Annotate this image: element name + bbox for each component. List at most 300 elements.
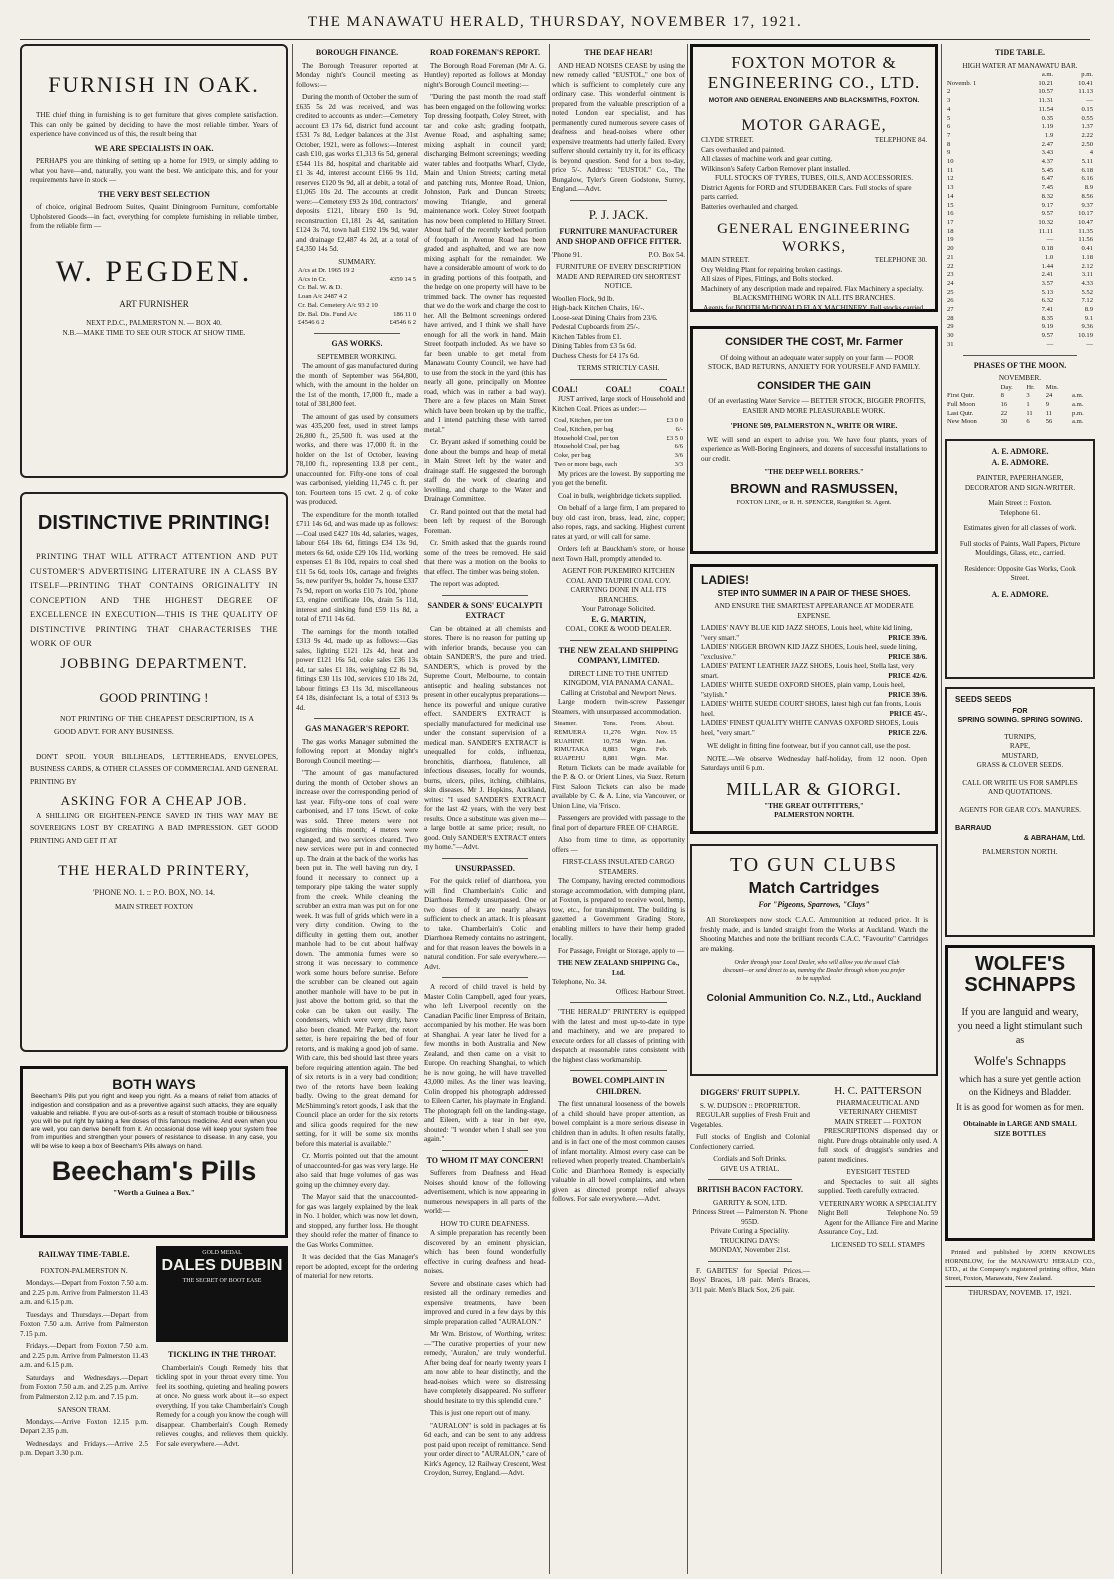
tide-time: 5.52 xyxy=(1081,288,1093,296)
tide-day: 25 xyxy=(947,288,954,296)
gasworks-p2: The amount of gas used by consumers was 435,200 feet, used in street lamps 26,800 ft., 25,500 ft. was used at the works, and there was 17,000 ft. in the holder on the 1st of October, leaving 78,100 ft., representing 13.8 per cent., unaccounted for. Fifty-one tons of coal was carbonised, yielding 11,745 c. ft. per ton. Fourteen tons 15 cwt. 2 q. of coke was produced. xyxy=(296,412,418,507)
gasworks-p1: The amount of gas manufactured during the month of September was 564,800, which, with the amount in the holder on the 1st of the month, 17,000 ft., made a total of 381,800 feet. xyxy=(296,362,418,409)
table-row xyxy=(945,254,1095,263)
shipping-first: FIRST-CLASS INSULATED CARGO STEAMERS. xyxy=(562,858,675,876)
table-cell: 3/6 xyxy=(674,452,683,460)
seeds-firm: & ABRAHAM, Ltd. xyxy=(1023,832,1085,842)
shoe-price: PRICE 39/6. xyxy=(888,690,927,699)
farmer-firm: BROWN and RASMUSSEN, xyxy=(730,480,898,496)
tide-day: 9 xyxy=(947,149,951,157)
seeds-title: SEEDS SEEDS xyxy=(955,695,1012,705)
table-row xyxy=(552,417,685,426)
diggers-regular: REGULAR supplies of Fresh Fruit and Vegetables. xyxy=(690,1111,810,1129)
farmer-advert xyxy=(690,326,938,554)
table-cell: £4546 6 2 xyxy=(298,319,325,327)
engineering-item: Machinery of any description made and repaired. Flax Machinery a specialty. xyxy=(701,284,924,293)
tide-time: 2.50 xyxy=(1081,140,1093,148)
ladies-ensure: AND ENSURE THE SMARTEST APPEARANCE AT MODERATE EXPENSE. xyxy=(714,602,914,620)
tide-time: 0.55 xyxy=(1081,114,1093,122)
table-cell: Nov. 15 xyxy=(655,728,677,736)
railway-sub: FOXTON-PALMERSTON N. xyxy=(40,1266,128,1275)
printing-not-cheap: NOT PRINTING OF THE CHEAPEST DESCRIPTION, IS A GOOD ADVT. FOR ANY BUSINESS. xyxy=(54,713,254,737)
sanson-line: Mondays.—Arrive Foxton 12.15 p.m. Depart 2.35 p.m. xyxy=(20,1417,148,1436)
jack-item: Loose-seat Dining Chairs from 23/6. xyxy=(552,313,658,322)
tide-time: 10.17 xyxy=(1078,210,1093,218)
tide-time: 8.32 xyxy=(1041,192,1054,200)
table-cell: Feb. xyxy=(655,746,668,754)
table-cell: Coal, Kitchen, per bag xyxy=(554,426,614,434)
engineering-item: Oxy Welding Plant for repairing broken castings. xyxy=(701,265,843,274)
tide-time: 7.12 xyxy=(1081,297,1093,305)
tide-time: 9.37 xyxy=(1081,201,1093,209)
garage-title: MOTOR GARAGE, xyxy=(741,117,887,135)
table-cell: Household Coal, per ton xyxy=(554,434,619,442)
dales-advert xyxy=(156,1246,288,1342)
table-row xyxy=(945,332,1095,341)
table-cell: 3/3 xyxy=(674,460,683,468)
tide-time: 10.32 xyxy=(1038,219,1054,226)
table-cell: Coke, per bag xyxy=(554,452,591,460)
table-row xyxy=(945,280,1095,289)
table-header xyxy=(945,71,1015,80)
printing-department: JOBBING DEPARTMENT. xyxy=(60,656,248,672)
shoe-item xyxy=(701,700,927,719)
table-cell: 6/- xyxy=(675,426,683,434)
table-header: From. xyxy=(630,720,647,728)
moon-table xyxy=(945,384,1095,428)
column-rule xyxy=(687,44,688,1574)
shipping-calling: Calling at Cristobal and Newport News. xyxy=(560,688,677,697)
gasmanager-p4: The Mayor said that the unaccounted-for gas was largely explained by the leak in No. 1 holder, which was now let down, and stopped, any further loss. He thought they should refer the matter of finance to the Gas Works Committee. xyxy=(296,1193,418,1249)
printing-advert xyxy=(20,492,288,1052)
engineering-contact xyxy=(701,256,927,266)
tide-time: 8.9 xyxy=(1084,184,1093,192)
tide-day: 3 xyxy=(947,97,951,105)
table-row xyxy=(552,746,685,755)
column-1 xyxy=(20,44,288,1574)
table-cell: New Moon xyxy=(947,418,977,426)
concern-p4: Mr Wm. Bristow, of Worthing, writes:—"The curative properties of your new remedy, 'Auralon,' are truly wonderful. After being deaf for nearly twenty years I am now able to hear distinctly, and the head-noises which were so distressing have completely disappeared. No sufferer should hesitate to try this splendid cure." xyxy=(424,1330,546,1405)
oak-para: PERHAPS you are thinking of setting up a home for 1919, or simply adding to what you have—and, naturally, you want the best. We anticipate this, and for your requirements have in stock — xyxy=(30,157,278,185)
shoe-price: PRICE 22/6. xyxy=(888,728,927,737)
beecham-title: BOTH WAYS xyxy=(112,1076,196,1092)
ladies-fit: WE delight in fitting fine footwear, but if you cannot call, use the post. xyxy=(707,742,911,751)
tide-time: 8.35 xyxy=(1041,314,1054,322)
coal-p2: Coal in bulk, weighbridge tickets supplied. xyxy=(558,491,682,500)
table-row xyxy=(945,80,1095,89)
moon-title: PHASES OF THE MOON. xyxy=(973,360,1067,370)
admore-advert xyxy=(945,439,1095,679)
coal-p1: My prices are the lowest. By supporting me you get the benefit. xyxy=(552,469,685,488)
shoe-item xyxy=(701,643,927,662)
table-row xyxy=(552,443,685,452)
table-cell: 8 xyxy=(1000,392,1004,400)
table-row xyxy=(296,302,418,311)
table-header xyxy=(1070,384,1095,393)
gabites-text: F. GABITES' for Special Prices.—Boys' Braces, 1/8 pair. Men's Braces, 3/11 pair. Men's Black Sox, 2/6 pair. xyxy=(690,1266,810,1294)
column-3 xyxy=(552,44,685,1574)
jack-item: High-back Kitchen Chairs, 16/-. xyxy=(552,304,645,313)
deaf-title: THE DEAF HEAR! xyxy=(584,48,653,57)
table-row xyxy=(945,210,1095,219)
table-cell: RUAPEHU xyxy=(554,755,586,763)
shoe-item xyxy=(701,662,927,681)
concern-text: Sufferers from Deafness and Head Noises should know of the following advertisement, which is now appearing in numerous newspapers in all parts of the world:— xyxy=(424,1169,546,1216)
garage-item: Batteries overhauled and charged. xyxy=(701,202,799,211)
tide-day: Novemb. 1 xyxy=(947,79,977,87)
seeds-call: CALL OR WRITE US FOR SAMPLES AND QUOTATIONS. xyxy=(962,778,1078,797)
railway-line: Saturdays and Wednesdays.—Depart from Foxton 7.50 a.m. and 2.25 p.m. Arrive from Palmerston 2.12 p.m. and 7.15 p.m. xyxy=(20,1373,148,1401)
tide-time: 2.22 xyxy=(1081,131,1093,139)
garage-item: Cars overhauled and painted. xyxy=(701,145,785,154)
patterson-name: H. C. PATTERSON xyxy=(834,1085,922,1097)
table-row xyxy=(945,202,1095,211)
table-row xyxy=(945,228,1095,237)
foreman-p6: The report was adopted. xyxy=(430,580,500,589)
tide-time: 9.57 xyxy=(1041,210,1054,218)
tide-time: 7.45 xyxy=(1041,184,1054,192)
divider xyxy=(314,333,400,334)
tide-time: 10.57 xyxy=(1038,88,1054,96)
gasmanager-p2: "The amount of gas manufactured during the month of October shows an increase over the corresponding period of last year. Fifty-one tons of coal were carbonised, and 17 tons 15cwt. of coke was sold. Three meters were not registering this month; 4 meters were changed, and two services cleared. Two new services were put in and connected up. The drain at the back of the works has been put in. The well having run dry, I found it necessary to connect up a temporary pipe taking the water supply from the creek. While cleaning the scrubber an extra man was put on for one week. It was full of grids which were in a very dirty condition. Owing to the difficulty in getting them out, another manhole had to be cut about halfway down. The ammonia fumes were so strong it was necessary to commence work some hours before sunrise. Before the scrubber can be cleaned out again another manhole will have to be put in just above the bottom grid, so that the coke can be taken out easily. The condensers, which were very dirty, have also been cleaned. Mr Parker, the retort setter, is here repairing the bed of four retorts, and is making a good job of same. With care, this bed should last three years before requiring attention again. The bed of six retorts is in a very bad condition; two of the retorts have been leaking badly. Owing to the great demand for McShimming's retort goods, I ask that the Council place an order for the six retorts and silica goods required for the new setting, for it will be some six months before this material is available." xyxy=(296,769,418,1148)
foreman-title: ROAD FOREMAN'S REPORT. xyxy=(429,48,540,57)
tide-time: — xyxy=(1046,340,1054,348)
table-row xyxy=(945,71,1095,80)
engineering-title: GENERAL ENGINEERING WORKS, xyxy=(717,221,911,256)
tide-day: 21 xyxy=(947,253,954,261)
garage-item: District Agents for FORD and STUDEBAKER Cars. Full stocks of spare parts carried. xyxy=(701,183,912,202)
column-4 xyxy=(690,44,938,1574)
table-header: Min. xyxy=(1045,383,1059,391)
gun-company: Colonial Ammunition Co. N.Z., Ltd., Auckland xyxy=(706,992,922,1004)
railway-timetable xyxy=(20,1246,148,1462)
table-cell xyxy=(386,284,418,293)
foreman-p1: The Borough Road Foreman (Mr A. G. Huntley) reported as follows at Monday night's Borough Council meeting:— xyxy=(424,61,546,89)
seeds-place: PALMERSTON NORTH. xyxy=(982,848,1058,857)
divider xyxy=(442,858,528,859)
table-cell: 11 xyxy=(1026,409,1033,417)
wolfe-name: WOLFE'S SCHNAPPS xyxy=(964,953,1076,997)
foreman-p5: Cr. Smith asked that the guards round some of the trees be removed. He said that there was a motion on the books to that effect. The timber was being stolen. xyxy=(424,539,546,576)
tide-day: 27 xyxy=(947,306,954,314)
tide-day: 6 xyxy=(947,123,951,131)
table-row xyxy=(945,384,1095,393)
tide-time: 1.18 xyxy=(1081,253,1093,261)
admore-residence: Residence: Opposite Gas Works, Cook Street. xyxy=(964,564,1076,583)
table-row xyxy=(945,141,1095,150)
beecham-tagline: "Worth a Guinea a Box." xyxy=(113,1188,195,1198)
tide-time: 2.41 xyxy=(1041,271,1054,279)
oak-selection-text: of choice, original Bedroom Suites, Quaint Diningroom Furniture, comfortable Upholstered Goods—in fact, everything for complete furnishing in reliable timber, from the reliable firm — xyxy=(30,203,278,231)
foreman-p3: Cr. Bryant asked if something could be done about the bumps and heap of metal in Main Street left by the water and drainage staff. He suggested the borough staff do the work of clearing and levelling, and charge to the Water and Drainage Committee. xyxy=(424,438,546,504)
railway-line: Tuesdays and Thursdays.—Depart from Foxton 7.50 a.m. Arrive from Palmerston 7.15 p.m. xyxy=(20,1310,148,1338)
column-2b xyxy=(424,44,546,1574)
engineering-item: Agents for BOOTH McDONALD FLAX MACHINERY. Full stocks carried. xyxy=(703,303,925,312)
table-cell: Last Qutr. xyxy=(947,409,974,417)
printing-shilling: A SHILLING OR EIGHTEEN-PENCE SAVED IN THIS WAY MAY BE SOVEREIGNS LOST BY CREATING A BAD IMPRESSION. GET GOOD PRINTING AND GET IT AT xyxy=(30,810,278,846)
tide-day: 8 xyxy=(947,140,951,148)
printing-street: MAIN STREET FOXTON xyxy=(114,902,193,911)
seeds-agents: AGENTS FOR GEAR CO's. MANURES. xyxy=(959,805,1081,814)
table-row xyxy=(945,323,1095,332)
tide-time: 1.0 xyxy=(1044,253,1054,261)
gun-order: Order through your Local Dealer, who will allow you the usual Club discount—or send direct to us, naming the Dealer through whom you prefer to be supplied. xyxy=(723,960,905,982)
divider xyxy=(570,200,667,201)
farmer-borers: "THE DEEP WELL BORERS." xyxy=(764,468,864,477)
concern-how: HOW TO CURE DEAFNESS. xyxy=(440,1219,530,1228)
gasworks-sub: SEPTEMBER WORKING. xyxy=(317,352,397,361)
tide-time: 10.19 xyxy=(1078,332,1093,340)
table-cell: Cr. Bal. W. & D. xyxy=(298,284,342,292)
coal-dealer: COAL, COKE & WOOD DEALER. xyxy=(565,625,672,634)
shipping-return: Return Tickets can be made available for the P. & O. or Orient Lines, via Suez. Return First Saloon Tickets can also be made available by C. & A. Line, via Vancouver, or Union Line, via 'Frisco. xyxy=(552,763,685,810)
sanders-title: SANDER & SONS' EUCALYPTI EXTRACT xyxy=(427,600,543,621)
railway-title: RAILWAY TIME-TABLE. xyxy=(38,1250,130,1259)
jack-desc: FURNITURE OF EVERY DESCRIPTION MADE AND REPAIRED ON SHORTEST NOTICE. xyxy=(556,263,681,291)
concern-title: TO WHOM IT MAY CONCERN! xyxy=(426,1155,544,1165)
oak-firm: W. PEGDEN. xyxy=(55,254,253,288)
patterson-trade: PHARMACEUTICAL AND VETERINARY CHEMIST xyxy=(836,1098,920,1117)
table-cell: Wgtn. xyxy=(630,728,647,736)
table-cell: RIMUTAKA xyxy=(554,746,590,754)
coal-title: COAL! xyxy=(605,384,632,394)
table-cell: Household Coal, per bag xyxy=(554,443,620,451)
table-row xyxy=(552,452,685,461)
divider xyxy=(570,1002,667,1003)
tide-day: 28 xyxy=(947,314,954,322)
borough-title: BOROUGH FINANCE. xyxy=(315,48,399,57)
seeds-firm: BARRAUD xyxy=(955,823,992,833)
oak-intro: THE chief thing in furnishing is to get furniture that gives complete satisfaction. This can only be gained by deciding to have the most reliable timber. Years of experience have convinced us of this, the result being that xyxy=(30,111,278,139)
gasworks-p3: The expenditure for the month totalled £711 14s 6d, and was made up as follows:—Coal used £427 10s 4d, salaries, wages, labour £64 18s 6d, fittings £34 13s 9d, meters 6s 6d, oxide £29 10s 11d, working expenses £1 8s 10d, repairs to coal shed £11 5s 6d, tools 10s, cartage and freights 5s, new purifyer 9s, holder 7s, house £337 7s 9d, report on works £10 7s 10d, 'phone £3, engine certificate 10s, drain 5s 11d, interest and sinking fund £59 11s 8d, a total of £711 14s 6d. xyxy=(296,510,418,624)
gasmanager-p1: The gas works Manager submitted the following report at Monday night's Borough Council meeting:— xyxy=(296,737,418,765)
column-rule xyxy=(549,44,550,1574)
railway-line: Mondays.—Depart from Foxton 7.50 a.m. and 2.25 p.m. Arrive from Palmerston 11.43 a.m. and 6.15 p.m. xyxy=(20,1279,148,1307)
tide-day: 22 xyxy=(947,262,954,270)
table-cell: RUAHINE xyxy=(554,737,584,745)
tide-time: 6.16 xyxy=(1081,175,1093,183)
wolfe-brand: Wolfe's Schnapps xyxy=(974,1053,1066,1069)
diggers-prop: S. W. DUDSON :: PROPRIETOR. xyxy=(699,1101,801,1110)
table-cell: 56 xyxy=(1045,418,1053,426)
seeds-item: GRASS & CLOVER SEEDS. xyxy=(976,761,1064,770)
tide-time: 0.35 xyxy=(1041,114,1054,122)
divider xyxy=(442,1150,528,1151)
tide-time: 11.54 xyxy=(1038,105,1054,113)
oak-title: FURNISH IN OAK. xyxy=(48,72,260,97)
tide-sub: HIGH WATER AT MANAWATU BAR. xyxy=(962,61,1078,70)
shoe-desc: LADIES' NIGGER BROWN KID JAZZ SHOES, Louis heel, suede lining, "exclusive." xyxy=(701,643,918,661)
shoe-price: PRICE 45/-. xyxy=(889,709,927,718)
table-header: Day. xyxy=(1000,383,1013,391)
table-row xyxy=(945,193,1095,202)
patterson-contact xyxy=(818,1209,938,1219)
moon-month: NOVEMBER. xyxy=(998,374,1042,383)
oak-trade: ART FURNISHER xyxy=(119,299,189,310)
ladies-note: NOTE.—We observe Wednesday half-holiday, from 12 noon. Open Saturdays until 6 p.m. xyxy=(701,754,927,773)
tide-day: 2 xyxy=(947,88,951,96)
tide-day: 20 xyxy=(947,245,954,253)
patterson-eye: EYESIGHT TESTED xyxy=(846,1168,910,1177)
table-cell: Wgtn. xyxy=(630,746,647,754)
table-row xyxy=(296,284,418,293)
column-rule xyxy=(941,44,942,1574)
table-header: About. xyxy=(655,720,675,728)
printing-ask: ASKING FOR A CHEAP JOB. xyxy=(60,793,248,809)
diggers-trial: GIVE US A TRIAL. xyxy=(720,1164,780,1173)
admore-tel: Telephone 61. xyxy=(999,508,1041,517)
shoe-desc: LADIES' WHITE SUEDE OXFORD SHOES, plain vamp, Louis heel, "stylish." xyxy=(701,681,905,699)
table-row xyxy=(552,435,685,444)
tide-day: 23 xyxy=(947,271,954,279)
coal-title: COAL! xyxy=(552,384,578,394)
tide-day: 11 xyxy=(947,166,954,174)
bowel-text: The first unnatural looseness of the bowels of a child should have proper attention, as bowel complaint is a more serious disease in children than in adults. It often results fatally, and is in fact one of the most common causes of infant mortality. Almost every case can be relieved when properly treated. Chamberlain's Colic and Diarrhoea Remedy is especially valuable in all bowel complaints, and when given as directed prompt relief always follows. For sale everywhere.—Advt. xyxy=(552,1100,685,1204)
ladies-outfitters: "THE GREAT OUTFITTERS," xyxy=(764,801,864,810)
oak-note: N.B.—MAKE TIME TO SEE OUR STOCK AT SHOW TIME. xyxy=(62,328,246,337)
shipping-line: DIRECT LINE TO THE UNITED KINGDOM, VIA PANAMA CANAL. xyxy=(563,669,674,688)
shoe-desc: LADIES' NAVY BLUE KID JAZZ SHOES, Louis heel, white kid lining, "very smart." xyxy=(701,624,913,642)
tide-day: 17 xyxy=(947,219,954,226)
tide-time: 10.47 xyxy=(1078,219,1093,226)
table-cell: Cr. Bal. Cemetery A/c 93 2 10 xyxy=(298,301,378,309)
column-2a xyxy=(296,44,418,1574)
tide-title: TIDE TABLE. xyxy=(995,48,1045,57)
foxton-motor-name: FOXTON MOTOR & ENGINEERING CO., LTD. xyxy=(707,53,921,93)
farmer-text: Of doing without an adequate water supply on your farm — POOR STOCK, BAD RETURNS, ANXIETY FOR YOURSELF AND FAMILY. xyxy=(708,353,920,372)
patterson-street: MAIN STREET — FOXTON xyxy=(834,1117,922,1126)
tide-time: 8.9 xyxy=(1084,306,1093,314)
table-row xyxy=(552,426,685,435)
engineering-phone: TELEPHONE 30. xyxy=(874,256,927,265)
gasmanager-p3: Cr. Morris pointed out that the amount of unaccounted-for gas was very large. He also said that huge volumes of gas was going up the chimney every day. xyxy=(296,1152,418,1189)
sanson-title: SANSON TRAM. xyxy=(57,1406,111,1415)
tickling-text: Chamberlain's Cough Remedy hits that tickling spot in your throat every time. You feel its soothing, quieting and healing powers at once. No guess work about it—so expect everything. If you take Chamberlain's Cough Remedy for a cough you know the cough will disappear. Chamberlain's Cough Remedy relieves coughs, and relieves them quickly. For sale everywhere.—Advt. xyxy=(156,1363,288,1448)
divider xyxy=(570,640,667,641)
table-cell: 24 xyxy=(1045,392,1053,400)
table-row xyxy=(945,219,1095,228)
table-cell xyxy=(386,302,418,311)
table-row xyxy=(945,245,1095,254)
table-header: a.m. xyxy=(1041,71,1054,79)
admore-street: Main Street :: Foxton. xyxy=(988,499,1052,508)
jack-contact xyxy=(552,251,685,261)
table-row xyxy=(296,276,418,285)
table-cell: Jan. xyxy=(655,737,667,745)
gun-match: Match Cartridges xyxy=(748,880,880,898)
tide-time: — xyxy=(1086,97,1093,105)
tide-time: 1.19 xyxy=(1041,123,1054,131)
printing-text: PRINTING THAT WILL ATTRACT ATTENTION AND PUT CUSTOMER'S ADVERTISING LITERATURE IN A CLASS BY ITSELF—PRINTING THAT CONTAINS ORIGINALITY IN CONCEPTION AND THE HIGHEST DEGREE OF EXCELLENCE IN EXECUTION—THIS IS THE QUALITY OF DISTINCTIVE PRINTING THAT CHARACTERISES THE WORK OF OUR xyxy=(30,552,278,649)
table-row xyxy=(552,738,685,747)
patterson-text: PRESCRIPTIONS dispensed day or night. Pure drugs obtainable only used. A full stock of druggist's sundries and patent medicines. xyxy=(818,1127,938,1164)
seeds-item: TURNIPS, xyxy=(1004,732,1036,741)
wolfe-text: If you are languid and weary, you need a light stimulant such as xyxy=(957,1007,1083,1047)
table-cell: First Qutr. xyxy=(947,392,975,400)
table-cell: 30 xyxy=(1000,418,1008,426)
foxton-motor-advert xyxy=(690,44,938,312)
seeds-advert xyxy=(945,687,1095,937)
coal-intro: JUST arrived, large stock of Household and Kitchen Coal. Prices as under:— xyxy=(552,395,685,413)
oak-specialists: WE ARE SPECIALISTS IN OAK. xyxy=(94,143,214,153)
tide-day: 24 xyxy=(947,279,954,287)
garage-contact xyxy=(701,136,927,146)
jack-item: Kitchen Tables from £1. xyxy=(552,332,622,341)
table-row xyxy=(296,267,418,276)
shoe-price: PRICE 39/6. xyxy=(888,633,927,642)
farmer-text3: WE will send an expert to advise you. We have four plants, years of experience as Well-Boring Engineers, and dozens of successful installations to our credit. xyxy=(701,435,927,463)
ladies-place: PALMERSTON NORTH. xyxy=(774,811,854,820)
shipping-apply: THE NEW ZEALAND SHIPPING Co., Ltd. xyxy=(557,959,680,977)
admore-name: A. E. ADMORE. xyxy=(991,457,1049,467)
tide-time: 9.1 xyxy=(1084,314,1093,322)
bacon-address: Princess Street — Palmerston N. 'Phone 955D. xyxy=(692,1208,808,1226)
table-row xyxy=(552,720,685,729)
tickling-title: TICKLING IN THE THROAT. xyxy=(168,1350,276,1359)
table-cell: A/cs in Cr. xyxy=(298,275,327,283)
table-cell: Loan A/c 2487 4 2 xyxy=(298,293,348,301)
diggers-stocks: Full stocks of English and Colonial Confectionery carried. xyxy=(690,1133,810,1151)
table-header: Hr. xyxy=(1026,383,1035,391)
tide-day: 14 xyxy=(947,192,954,200)
tide-table xyxy=(945,71,1095,350)
tide-day: 7 xyxy=(947,131,951,139)
shoe-desc: LADIES' WHITE SUEDE COURT SHOES, latest high cut fan fronts, Louis heel. xyxy=(701,700,922,718)
divider xyxy=(708,1261,792,1262)
table-cell: Mar. xyxy=(655,755,669,763)
table-row xyxy=(945,401,1095,410)
railway-line: Fridays.—Depart from Foxton 7.50 a.m. and 2.25 p.m. Arrive from Palmerston 11.43 a.m. and 6.15 p.m. xyxy=(20,1342,148,1370)
shipping-table xyxy=(552,720,685,764)
table-cell: 11,276 xyxy=(602,728,621,736)
tide-time: 2.12 xyxy=(1081,262,1093,270)
table-row xyxy=(945,392,1095,401)
table-cell: Full Moon xyxy=(947,401,976,408)
table-cell: Two or more bags, each xyxy=(554,460,618,468)
tide-time: 5.13 xyxy=(1041,288,1054,296)
beecham-text: Beecham's Pills put you right and keep you right. As a means of relief from attacks of indigestion and constipation and as a preventive against such attacks, they are equally valuable and reliable. If you are out-of-sorts as a result of stomach trouble or biliousness you will be put right by taking a few doses of this famous medicine. And even when you are well, you can derive benefit from it. An occasional dose will keep your system free from impurities and strengthen your powers of resistance to disease. In any case, you will be wise to keep a box of Beecham's Pills always on hand. xyxy=(31,1093,277,1150)
table-cell: 6 xyxy=(1026,418,1030,426)
tide-time: 11.35 xyxy=(1078,227,1093,235)
table-cell: 11 xyxy=(1045,409,1053,417)
tide-time: 4 xyxy=(1089,149,1093,157)
tide-time: 9.57 xyxy=(1041,332,1054,340)
table-cell xyxy=(386,293,418,302)
gun-for: For "Pigeons, Sparrows, "Clays" xyxy=(758,899,870,909)
printing-good: GOOD PRINTING ! xyxy=(99,689,209,705)
bowel-title: BOWEL COMPLAINT IN CHILDREN. xyxy=(572,1076,665,1096)
coal-p4: Orders left at Bauckham's store, or house next Town Hall, promptly attended to. xyxy=(552,545,685,563)
diggers-title: DIGGERS' FRUIT SUPPLY. xyxy=(700,1088,800,1097)
table-row xyxy=(945,167,1095,176)
table-row xyxy=(945,297,1095,306)
concern-p3: Severe and obstinate cases which had resisted all the ordinary remedies and expensive treatments, have been improved and cured in a few days by this simple preparation called "AURALON." xyxy=(424,1279,546,1326)
seeds-item: MUSTARD, xyxy=(1001,751,1039,760)
table-row xyxy=(945,184,1095,193)
table-cell: £3 5 0 xyxy=(666,434,683,442)
engineering-item: All sizes of Pipes, Fittings, and Bolts stocked. xyxy=(701,275,834,284)
table-row xyxy=(945,106,1095,115)
masthead xyxy=(20,8,1090,40)
coal-prices xyxy=(552,417,685,469)
tide-day: 29 xyxy=(947,323,954,331)
patterson-licence: LICENSED TO SELL STAMPS xyxy=(831,1240,925,1249)
bacon-title: BRITISH BACON FACTORY. xyxy=(696,1185,804,1195)
table-row xyxy=(945,132,1095,141)
patterson-bell: Night Bell xyxy=(818,1209,849,1218)
right-block xyxy=(156,1246,288,1452)
tide-time: 7.41 xyxy=(1041,306,1054,314)
